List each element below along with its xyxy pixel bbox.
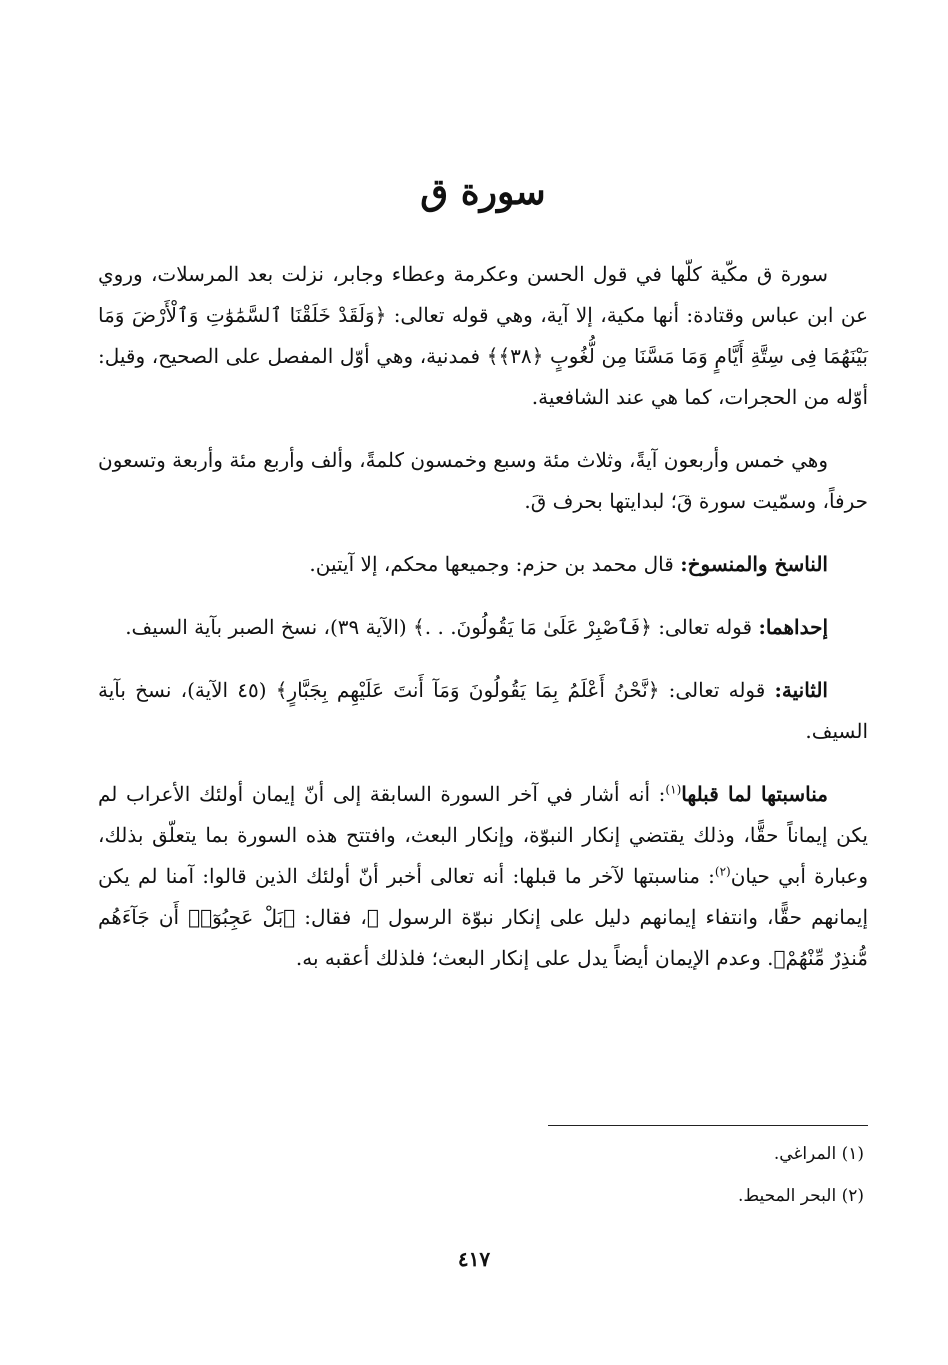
- relation-paragraph: [98, 774, 868, 979]
- counts-paragraph: وهي خمس وأربعون آيةً، وثلاث مئة وسبع وخمسون كلمةً، وألف وأربع مئة وأربعة وتسعون حرفاً، وسمّيت سورة قَ؛ لبدايتها بحرف قَ.: [98, 448, 868, 513]
- abrogation-text: قال محمد بن حزم: وجميعها محكم، إلا آيتين.: [309, 552, 681, 576]
- intro-paragraph: [98, 254, 868, 418]
- footnote-divider: [548, 1125, 868, 1126]
- relation-text-a: : أنه أشار في آخر السورة السابقة إلى أنّ إيمان أولئك الأعراب لم يكن إيماناً حقًّا، وذلك يقتضي إنكار النبوّة، وإنكار البعث، وافتتح هذه السورة بما يتعلّق بذلك، وعبارة أبي حيان: [98, 782, 868, 888]
- abrogation-heading: الناسخ والمنسوخ:: [680, 552, 828, 576]
- page-title: سورة ق: [420, 171, 546, 213]
- relation-text-b: : مناسبتها لآخر ما قبلها: أنه تعالى أخبر أنّ أولئك الذين قالوا: آمنا لم يكن إيمانهم حقًّا، وانتفاء إيمانهم دليل على إنكار نبوّة الرسول ﷺ، فقال: ﴿بَلْ عَجِبُوٓا۟ أَن جَآءَهُم مُّنذِرٌ مِّنْهُمْ﴾. وعدم الإيمان أيضاً يدل على إنكار البعث؛ فلذلك أعقبه به.: [98, 864, 868, 970]
- second-exception-heading: الثانية:: [774, 678, 828, 702]
- abrogation-paragraph: [98, 544, 868, 585]
- footnote-2: (٢) البحر المحيط.: [738, 1186, 864, 1206]
- intro-text: سورة ق مكّية كلّها في قول الحسن وعكرمة وعطاء وجابر، نزلت بعد المرسلات، وروي عن ابن عباس وقتادة: أنها مكية، إلا آية، وهي قوله تعالى:: [98, 262, 868, 327]
- second-exception-text: قوله تعالى: ﴿نَّحْنُ أَعْلَمُ بِمَا يَقُولُونَ وَمَآ أَنتَ عَلَيْهِم بِجَبَّارٍ﴾ (٤٥ الآية)، نسخ بآية السيف.: [98, 678, 868, 743]
- footnote-1: (١) المراغي.: [773, 1144, 864, 1164]
- quran-verse-38: ﴿وَلَقَدْ خَلَقْنَا ٱلسَّمَٰوَٰتِ وَٱلْأَرْضَ وَمَا بَيْنَهُمَا فِى سِتَّةِ أَيَّامٍ وَمَا مَسَّنَا مِن لُّغُوبٍ ﴿٣٨﴾﴾: [98, 303, 868, 368]
- first-exception-paragraph: [98, 607, 868, 648]
- first-exception-text: قوله تعالى: ﴿فَٱصْبِرْ عَلَىٰ مَا يَقُولُونَ. . .﴾ (الآية ٣٩)، نسخ الصبر بآية السيف.: [125, 615, 759, 639]
- intro-text-end: فمدنية، وهي أوّل المفصل على الصحيح، وقيل: أوّله من الحجرات، كما هي عند الشافعية.: [98, 344, 868, 409]
- relation-heading: مناسبتها لما قبلها: [681, 782, 829, 806]
- page-number: ٤١٧: [457, 1247, 491, 1271]
- footnote-ref-2[interactable]: (٢): [714, 864, 731, 879]
- second-exception-paragraph: [98, 670, 868, 752]
- first-exception-heading: إحداهما:: [758, 615, 828, 639]
- footnote-ref-1[interactable]: (١): [665, 782, 682, 797]
- footnotes: [98, 1125, 868, 1210]
